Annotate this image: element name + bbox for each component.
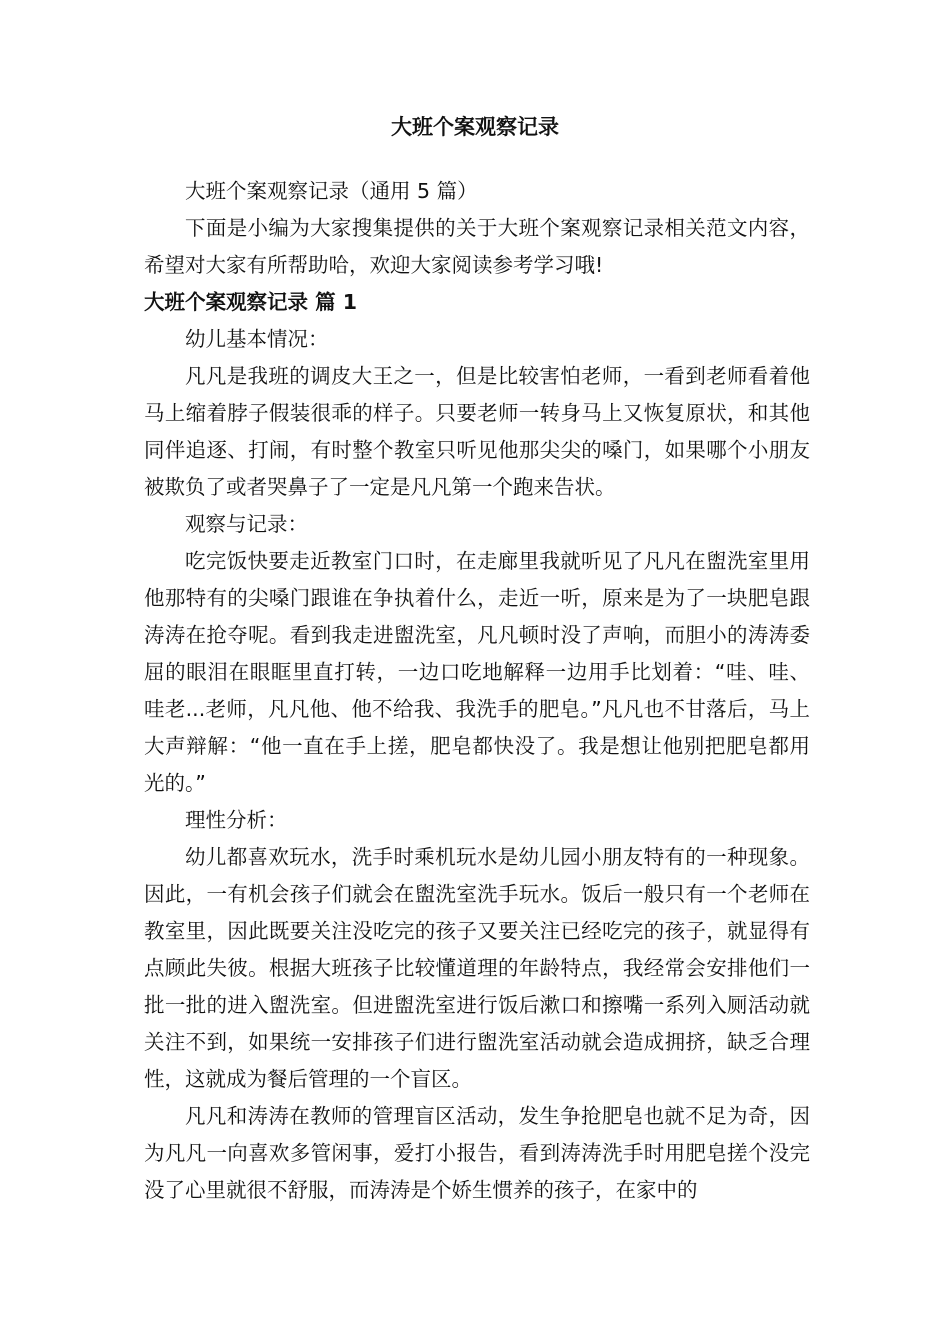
label-analysis: 理性分析：	[185, 808, 288, 832]
observation-paragraph: 吃完饭快要走近教室门口时，在走廊里我就听见了凡凡在盥洗室里用他那特有的尖嗓门跟谁在争执着什么，走近一听，原来是为了一块肥皂跟涛涛在抢夺呢。看到我走进盥洗室，凡凡顿时没了声响，而胆小的涛涛委屈的眼泪在眼眶里直打转，一边口吃地解释一边用手比划着：“哇、哇、哇老...老师，凡凡他、他不给我、我洗手的肥皂。”凡凡也不甘落后，马上大声辩解：“他一直在手上搓，肥皂都快没了。我是想让他别把肥皂都用光的。”	[144, 549, 810, 795]
subtitle-paragraph: 大班个案观察记录（通用 5 篇）	[185, 179, 478, 203]
label-basic-info: 幼儿基本情况：	[185, 327, 329, 351]
section-heading: 大班个案观察记录 篇 1	[144, 290, 358, 314]
document-body	[144, 173, 810, 1209]
label-observation: 观察与记录：	[185, 512, 308, 536]
basic-info-paragraph: 凡凡是我班的调皮大王之一，但是比较害怕老师，一看到老师看着他马上缩着脖子假装很乖的样子。只要老师一转身马上又恢复原状，和其他同伴追逐、打闹，有时整个教室只听见他那尖尖的嗓门，如果哪个小朋友被欺负了或者哭鼻子了一定是凡凡第一个跑来告状。	[144, 364, 810, 499]
analysis-continued-paragraph: 凡凡和涛涛在教师的管理盲区活动，发生争抢肥皂也就不足为奇，因为凡凡一向喜欢多管闲事，爱打小报告，看到涛涛洗手时用肥皂搓个没完没了心里就很不舒服，而涛涛是个娇生惯养的孩子，在家中的	[144, 1104, 810, 1202]
intro-paragraph: 下面是小编为大家搜集提供的关于大班个案观察记录相关范文内容，希望对大家有所帮助哈，欢迎大家阅读参考学习哦!	[144, 216, 810, 277]
document-title: 大班个案观察记录	[391, 115, 559, 139]
analysis-paragraph: 幼儿都喜欢玩水，洗手时乘机玩水是幼儿园小朋友特有的一种现象。因此，一有机会孩子们就会在盥洗室洗手玩水。饭后一般只有一个老师在教室里，因此既要关注没吃完的孩子又要关注已经吃完的孩子，就显得有点顾此失彼。根据大班孩子比较懂道理的年龄特点，我经常会安排他们一批一批的进入盥洗室。但进盥洗室进行饭后漱口和擦嘴一系列入厕活动就关注不到，如果统一安排孩子们进行盥洗室活动就会造成拥挤，缺乏合理性，这就成为餐后管理的一个盲区。	[144, 845, 810, 1091]
